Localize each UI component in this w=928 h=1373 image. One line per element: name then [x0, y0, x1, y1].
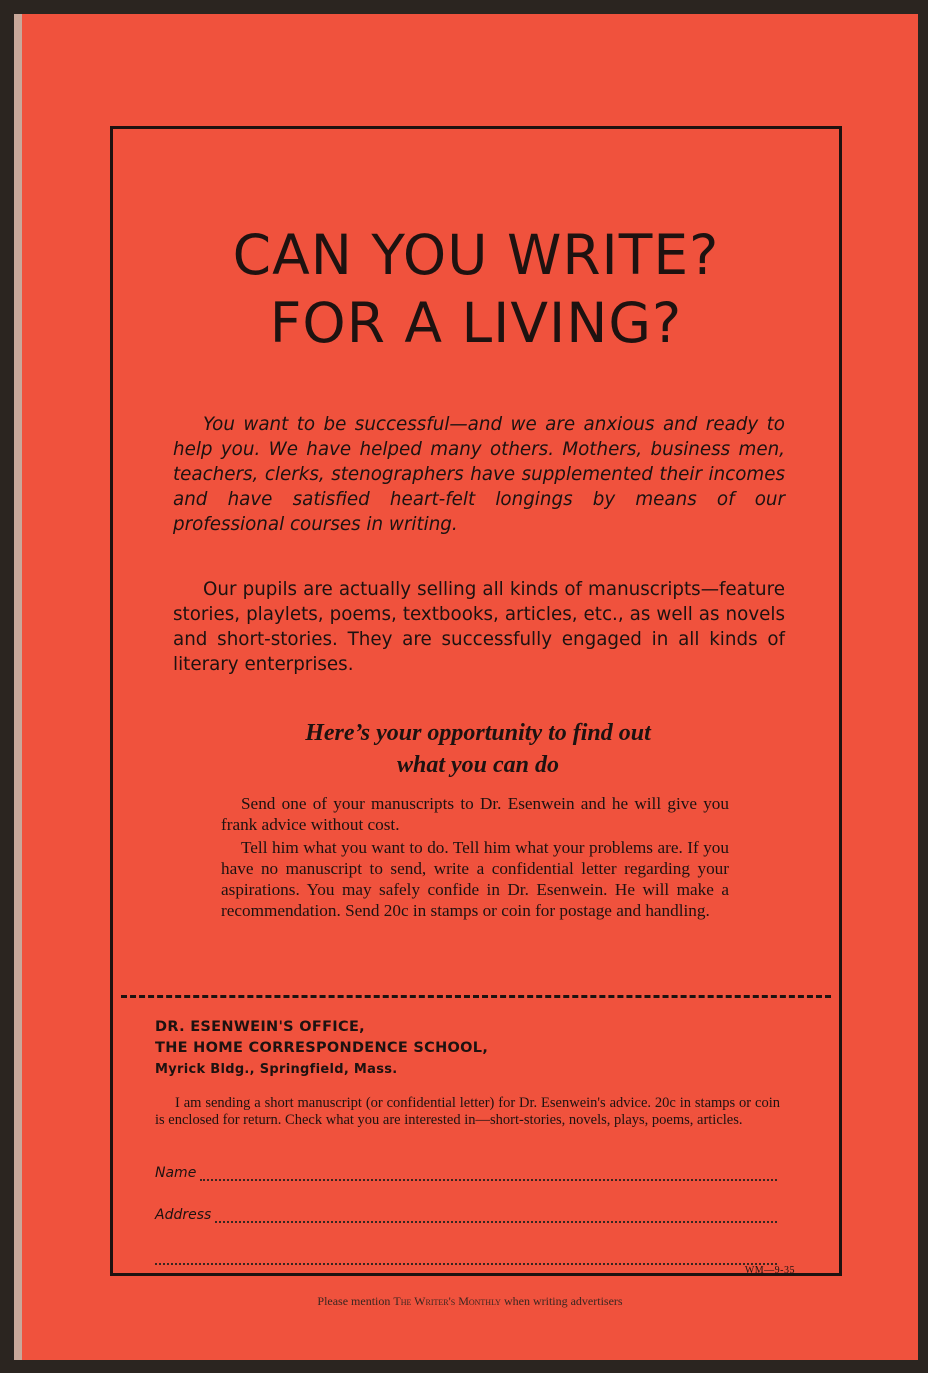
opportunity-subheading	[213, 717, 743, 781]
address-line-3: Myrick Bldg., Springfield, Mass.	[155, 1062, 398, 1077]
magazine-back-cover	[14, 14, 918, 1360]
address-continuation-dotted-line[interactable]	[155, 1249, 777, 1265]
page-footer	[22, 1294, 918, 1309]
pupils-paragraph: Our pupils are actually selling all kinds of manuscripts—feature stories, playlets, poems, textbooks, articles, etc., as well as novels and short-stories. They are successfully engaged in all kinds of literary enterprises.	[173, 579, 785, 675]
headline	[113, 221, 839, 357]
headline-line-1: CAN YOU WRITE?	[232, 223, 720, 287]
subheading-line-2: what you can do	[396, 752, 560, 778]
footer-magazine-name: The Writer's Monthly	[393, 1294, 501, 1308]
address-label: Address	[155, 1207, 212, 1223]
address-line-1: DR. ESENWEIN'S OFFICE,	[155, 1019, 365, 1035]
name-field[interactable]	[155, 1161, 777, 1181]
advertisement-frame	[110, 126, 842, 1276]
name-dotted-line[interactable]	[200, 1165, 777, 1181]
address-continuation-field[interactable]	[155, 1245, 777, 1265]
coupon-cut-line	[121, 995, 831, 998]
name-label: Name	[155, 1165, 197, 1181]
headline-line-2: FOR A LIVING?	[269, 291, 683, 355]
address-field[interactable]	[155, 1203, 777, 1223]
coupon-address	[155, 1017, 488, 1080]
footer-text-after: when writing advertisers	[503, 1294, 623, 1308]
coupon-text: I am sending a short manuscript (or confidential letter) for Dr. Esenwein's advice. 20c in stamps or coin is enclosed for return. Check what you are interested in—short-stories, novels, plays, poems, articles.	[155, 1095, 780, 1128]
address-dotted-line[interactable]	[215, 1207, 777, 1223]
footer-text-before: Please mention	[317, 1294, 391, 1308]
intro-paragraph: You want to be successful—and we are anxious and ready to help you. We have helped many others. Mothers, business men, teachers, clerks, stenographers have supplemented their incomes and have satisfied heart-felt longings by means of our professional courses in writing.	[173, 414, 785, 535]
coupon-code: WM—9-35	[744, 1265, 795, 1276]
send-manuscript-paragraph: Send one of your manuscripts to Dr. Esenwein and he will give you frank advice without cost.	[221, 794, 729, 834]
address-line-2: THE HOME CORRESPONDENCE SCHOOL,	[155, 1040, 489, 1056]
subheading-line-1: Here’s your opportunity to find out	[305, 720, 651, 746]
tell-him-paragraph: Tell him what you want to do. Tell him what your problems are. If you have no manuscript to send, write a confidential letter regarding your aspirations. You may safely confide in Dr. Esenwein. He will make a recommendation. Send 20c in stamps or coin for postage and handling.	[221, 838, 729, 920]
